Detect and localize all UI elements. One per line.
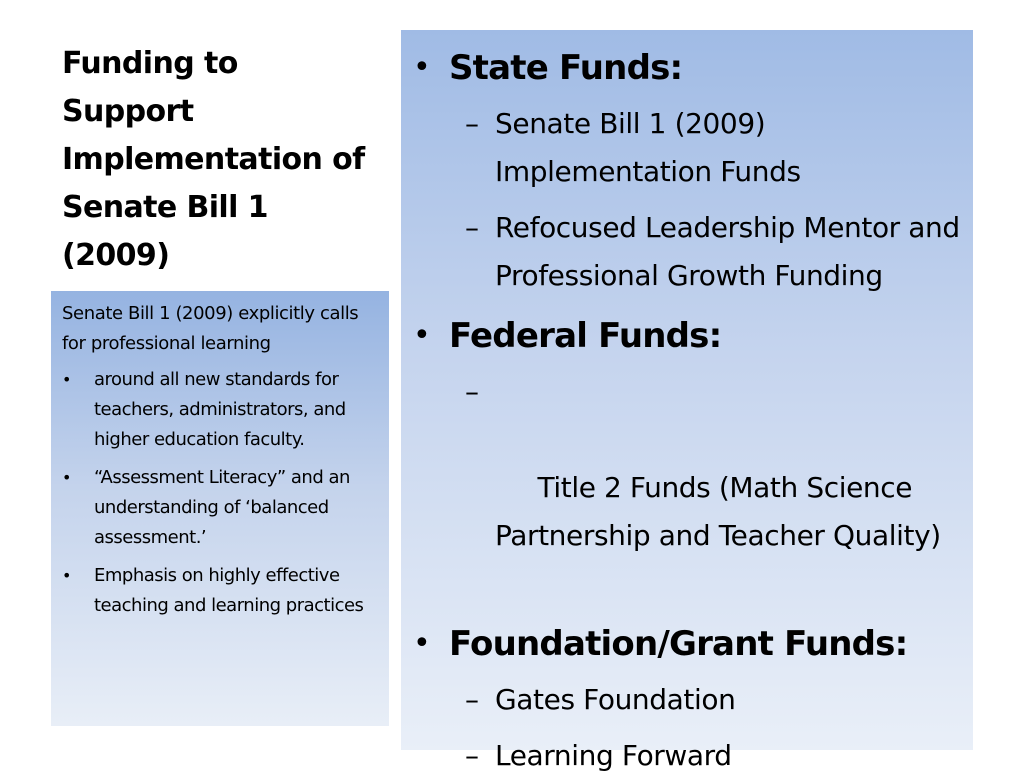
- bullet-icon: •: [413, 626, 430, 661]
- dash-icon: –: [465, 375, 479, 408]
- list-item-text: Refocused Leadership Mentor and Professional Growth Funding: [495, 211, 960, 292]
- list-item-text: “Assessment Literacy” and an understanding of ‘balanced assessment.’: [94, 467, 350, 548]
- list-item: [409, 732, 963, 780]
- bullet-icon: •: [62, 468, 71, 487]
- section-heading-text: Federal Funds:: [449, 316, 722, 356]
- list-item-text: Learning Forward: [495, 739, 732, 772]
- bullet-icon: •: [62, 370, 71, 389]
- section-heading-foundation-grant-funds: [409, 620, 963, 668]
- dash-icon: –: [465, 107, 479, 140]
- section-heading-text: State Funds:: [449, 48, 683, 88]
- dash-icon: –: [465, 683, 479, 716]
- dash-icon: –: [465, 211, 479, 244]
- left-bullet-list: [62, 365, 375, 621]
- left-content-box: [51, 291, 389, 726]
- list-item: [409, 676, 963, 724]
- right-content-box: [401, 30, 973, 772]
- list-item: [62, 463, 375, 553]
- section-heading-federal-funds: [409, 312, 963, 360]
- left-box-intro: Senate Bill 1 (2009) explicitly calls for professional learning: [62, 303, 359, 354]
- bullet-icon: •: [413, 50, 430, 85]
- list-item-text: Emphasis on highly effective teaching and learning practices: [94, 565, 364, 616]
- section-heading-state-funds: [409, 44, 963, 92]
- slide-title: Funding to Support Implementation of Senate Bill 1 (2009): [62, 46, 365, 273]
- list-item: [62, 365, 375, 455]
- dash-icon: –: [465, 739, 479, 772]
- list-item-text: around all new standards for teachers, administrators, and higher education faculty.: [94, 369, 346, 450]
- list-item-text: Gates Foundation: [495, 683, 736, 716]
- list-item-text: Senate Bill 1 (2009) Implementation Funds: [495, 107, 801, 188]
- section-heading-text: Foundation/Grant Funds:: [449, 624, 908, 664]
- list-item: [62, 561, 375, 621]
- list-item: [409, 100, 963, 196]
- bullet-icon: •: [62, 566, 71, 585]
- list-item-text: Title 2 Funds (Math Science Partnership and Teacher Quality): [495, 471, 941, 552]
- list-item: [409, 204, 963, 300]
- bullet-icon: •: [413, 318, 430, 353]
- list-item: [409, 368, 963, 608]
